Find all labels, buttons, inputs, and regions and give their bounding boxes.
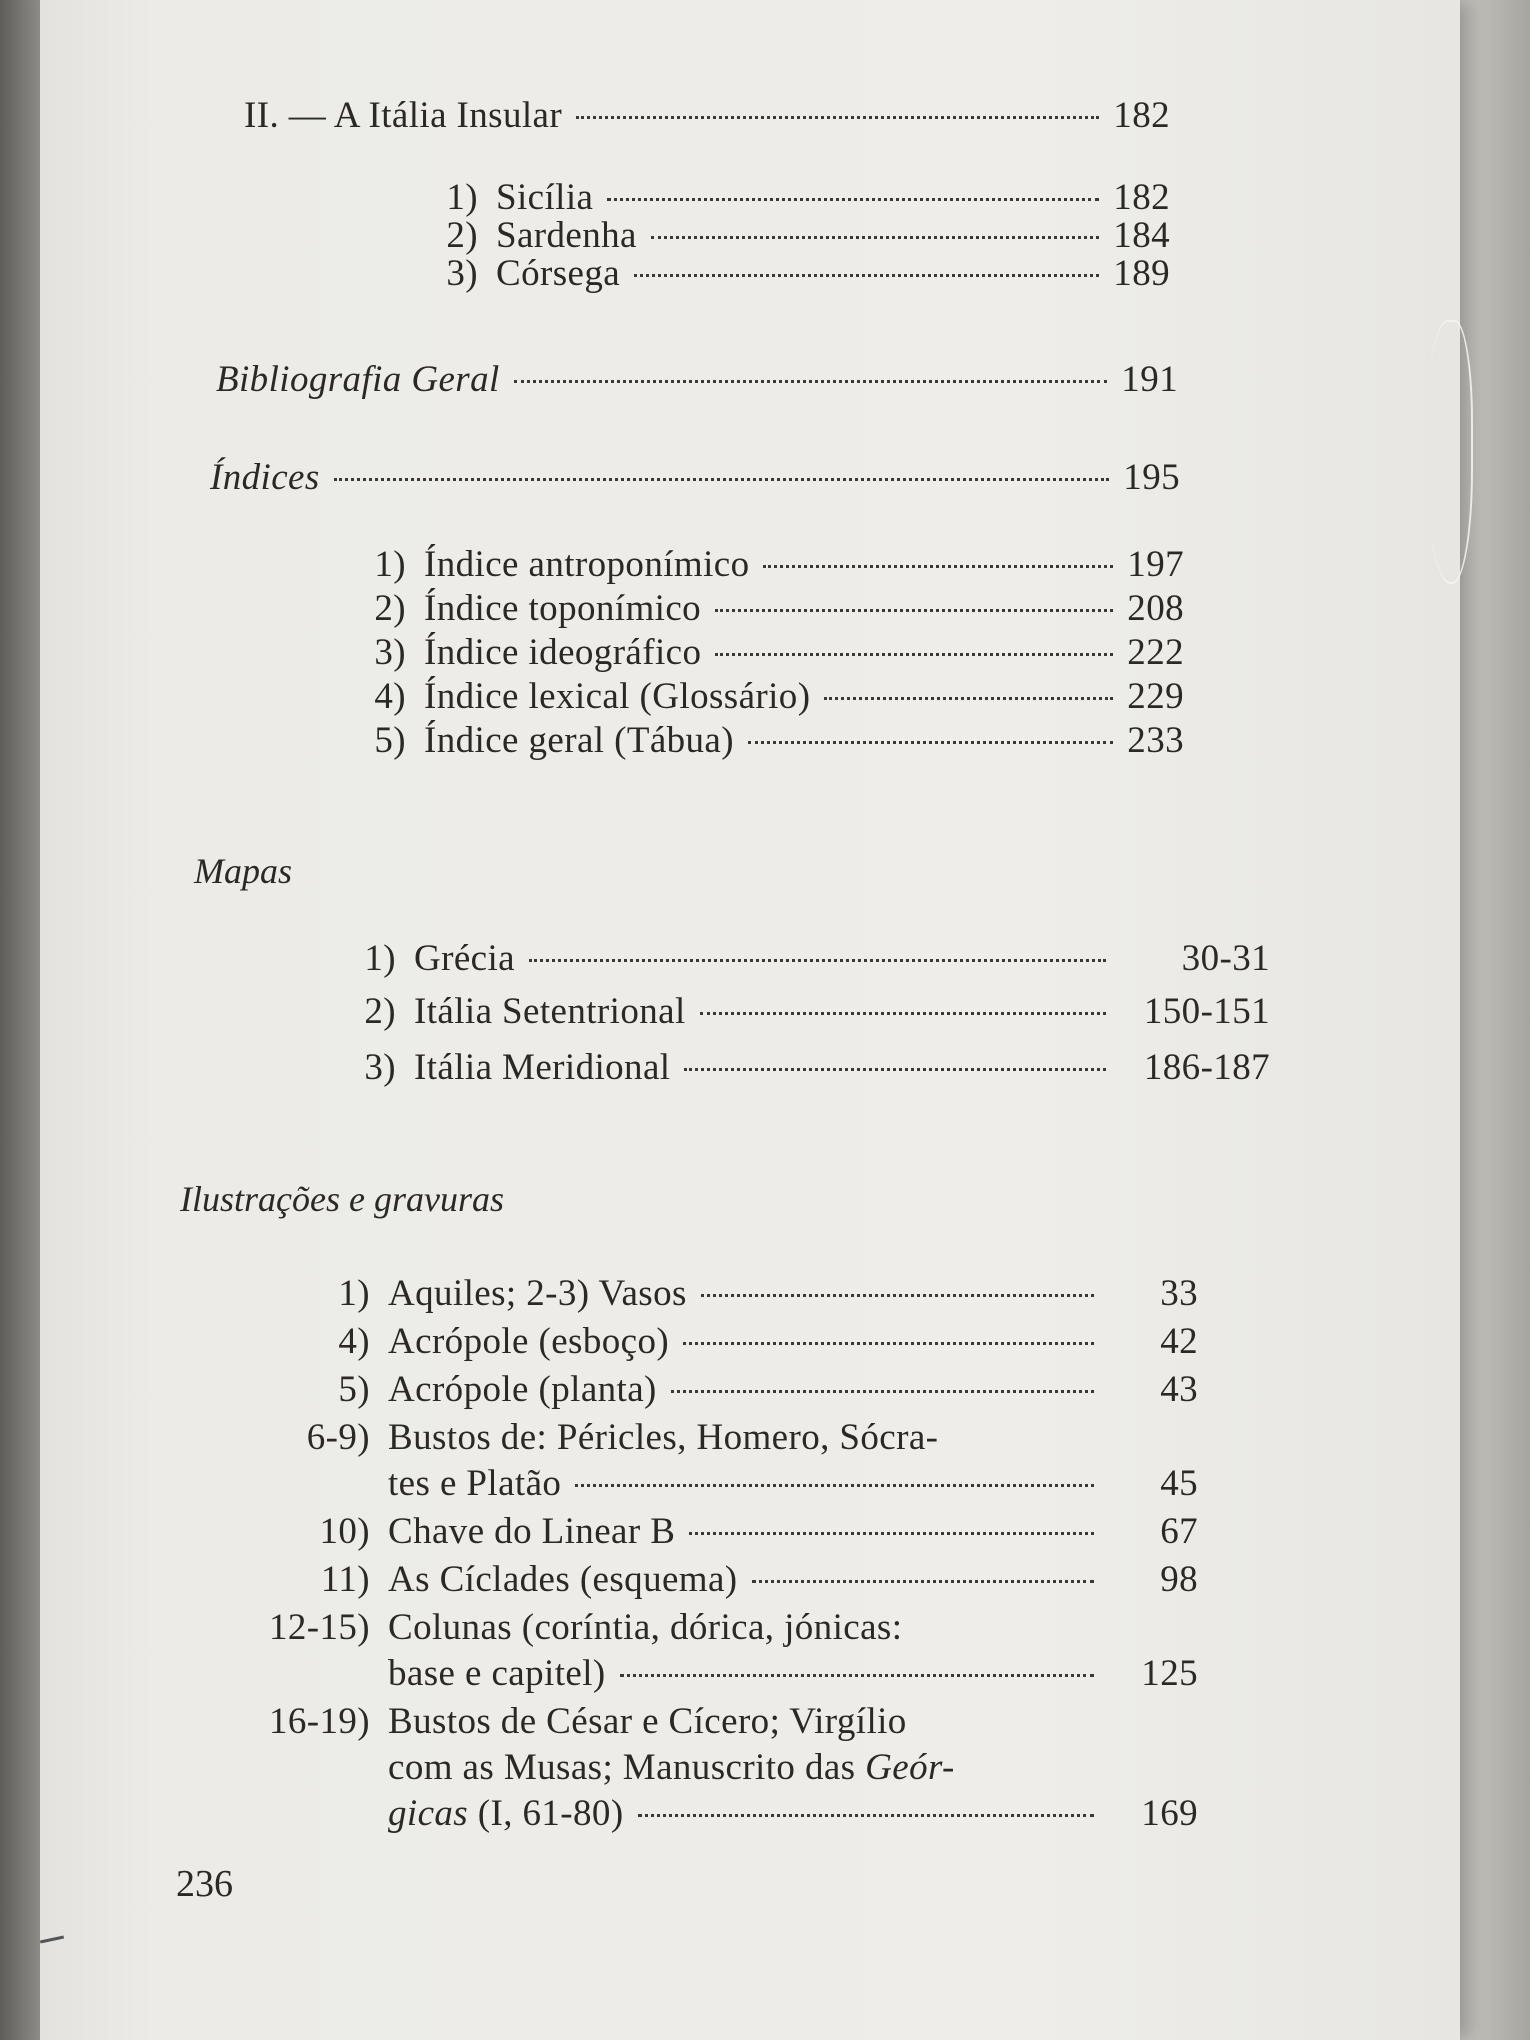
page-edge xyxy=(1455,0,1530,2040)
toc-entry-indice-ideografico xyxy=(318,631,1184,674)
leader-dots xyxy=(607,198,1099,201)
leader-dots xyxy=(763,565,1113,568)
toc-entry-label: Aquiles; 2-3) Vasos xyxy=(388,1273,687,1314)
leader-dots xyxy=(715,653,1113,656)
toc-entry-page: 43 xyxy=(1160,1369,1198,1410)
toc-entry-label: Chave do Linear B xyxy=(388,1511,676,1552)
toc-entry-number: 5) xyxy=(374,720,406,761)
toc-entry-label: As Cíclades (esquema) xyxy=(388,1559,738,1600)
leader-dots xyxy=(651,236,1099,239)
toc-entry-label: Bibliografia Geral xyxy=(216,359,500,400)
toc-entry-page: 150-151 xyxy=(1143,991,1270,1032)
toc-entry-number: 3) xyxy=(446,253,478,294)
toc-entry-label: Índice toponímico xyxy=(424,588,702,629)
toc-entry-illustration-line xyxy=(222,1416,1198,1459)
toc-entry-label: Itália Setentrional xyxy=(414,991,686,1032)
toc-entry-number: 2) xyxy=(446,215,478,256)
toc-entry-sardenha xyxy=(420,214,1170,257)
toc-entry-number: 5) xyxy=(338,1369,370,1410)
leader-dots xyxy=(752,1580,1094,1583)
toc-entry-number: 4) xyxy=(338,1321,370,1362)
toc-entry-illustration xyxy=(222,1792,1198,1835)
toc-entry-page: 195 xyxy=(1123,457,1180,498)
toc-entry-label: Índices xyxy=(210,457,320,498)
toc-entry-illustration xyxy=(222,1462,1198,1505)
toc-entry-illustration-line xyxy=(222,1700,1198,1743)
leader-dots xyxy=(514,380,1108,383)
toc-entry-page: 125 xyxy=(1141,1653,1198,1694)
toc-entry-number: 16-19) xyxy=(268,1701,370,1742)
toc-entry-label: Itália Meridional xyxy=(414,1047,671,1088)
toc-entry-illustration xyxy=(222,1652,1198,1695)
toc-entry-page: 182 xyxy=(1113,95,1170,136)
toc-entry-indices xyxy=(210,456,1180,499)
toc-entry-page: 30-31 xyxy=(1181,938,1270,979)
toc-entry-label: Acrópole (esboço) xyxy=(388,1321,670,1362)
toc-entry-label: Índice geral (Tábua) xyxy=(424,720,734,761)
toc-entry-label-line1: Colunas (coríntia, dórica, jónicas: xyxy=(388,1607,903,1648)
toc-entry-number: 11) xyxy=(320,1559,370,1600)
leader-dots xyxy=(576,116,1099,119)
leader-dots xyxy=(689,1532,1094,1535)
toc-entry-indice-lexical xyxy=(318,675,1184,718)
toc-entry-illustration-line xyxy=(222,1746,1198,1789)
page-number: 236 xyxy=(176,1863,233,1905)
toc-entry-page: 169 xyxy=(1141,1793,1198,1834)
toc-entry-label-line1: Bustos de: Péricles, Homero, Sócra- xyxy=(388,1417,939,1458)
toc-entry-label: Córsega xyxy=(496,253,621,294)
toc-entry-page: 233 xyxy=(1127,720,1184,761)
toc-entry-page: 191 xyxy=(1121,359,1178,400)
section-heading-ilustracoes: Ilustrações e gravuras xyxy=(180,1179,504,1219)
leader-dots xyxy=(684,1068,1106,1071)
toc-entry-italia-insular xyxy=(244,94,1170,137)
label-text: (I, 61-80) xyxy=(468,1793,624,1834)
toc-entry-label: Grécia xyxy=(414,938,515,979)
label-text: com as Musas; Manuscrito das xyxy=(388,1747,866,1788)
toc-entry-label: base e capitel) xyxy=(388,1653,606,1694)
leader-dots xyxy=(620,1674,1094,1677)
toc-entry-page: 197 xyxy=(1127,544,1184,585)
toc-entry-number: 4) xyxy=(374,676,406,717)
toc-entry-number: 6-9) xyxy=(306,1417,370,1458)
toc-entry-map-italia-meridional xyxy=(308,1046,1270,1089)
toc-entry-page: 189 xyxy=(1113,253,1170,294)
toc-entry-page: 229 xyxy=(1127,676,1184,717)
toc-entry-illustration xyxy=(222,1320,1198,1363)
toc-entry-label: tes e Platão xyxy=(388,1463,562,1504)
toc-entry-label: II. — A Itália Insular xyxy=(244,95,563,136)
toc-entry-illustration xyxy=(222,1558,1198,1601)
leader-dots xyxy=(634,274,1099,277)
toc-entry-label-line2 xyxy=(388,1746,955,1789)
toc-entry-page: 45 xyxy=(1160,1463,1198,1504)
toc-entry-page: 208 xyxy=(1127,588,1184,629)
toc-entry-illustration-line xyxy=(222,1606,1198,1649)
toc-entry-number: 3) xyxy=(364,1047,396,1088)
toc-entry-label: Sardenha xyxy=(496,215,637,256)
leader-dots xyxy=(671,1390,1094,1393)
toc-entry-bibliografia xyxy=(216,358,1178,401)
toc-entry-page: 42 xyxy=(1160,1321,1198,1362)
toc-entry-indice-antroponimico xyxy=(318,543,1184,586)
toc-entry-label: Índice antroponímico xyxy=(424,544,750,585)
toc-entry-number: 12-15) xyxy=(268,1607,370,1648)
toc-entry-map-grecia xyxy=(308,937,1270,980)
toc-entry-number: 2) xyxy=(374,588,406,629)
toc-entry-label: Índice lexical (Glossário) xyxy=(424,676,811,717)
toc-entry-page: 98 xyxy=(1160,1559,1198,1600)
toc-entry-label: Sicília xyxy=(496,177,594,218)
binding-thread xyxy=(1425,320,1473,584)
leader-dots xyxy=(529,959,1106,962)
toc-entry-page: 67 xyxy=(1160,1511,1198,1552)
toc-entry-map-italia-setentrional xyxy=(308,990,1270,1033)
toc-entry-illustration xyxy=(222,1272,1198,1315)
toc-entry-indice-toponimico xyxy=(318,587,1184,630)
label-italic-text: gicas xyxy=(388,1793,469,1834)
section-heading-mapas: Mapas xyxy=(194,851,292,891)
toc-entry-label: Índice ideográfico xyxy=(424,632,702,673)
leader-dots xyxy=(715,609,1113,612)
toc-entry-number: 10) xyxy=(319,1511,370,1552)
toc-entry-label-line1: Bustos de César e Cícero; Virgílio xyxy=(388,1701,907,1742)
leader-dots xyxy=(824,697,1113,700)
leader-dots xyxy=(683,1342,1094,1345)
toc-entry-page: 222 xyxy=(1127,632,1184,673)
leader-dots xyxy=(638,1814,1094,1817)
toc-entry-page: 184 xyxy=(1113,215,1170,256)
toc-entry-illustration xyxy=(222,1368,1198,1411)
toc-entry-number: 1) xyxy=(338,1273,370,1314)
toc-entry-page: 33 xyxy=(1160,1273,1198,1314)
label-italic-text: Geór- xyxy=(865,1747,955,1788)
toc-entry-corsega xyxy=(420,252,1170,295)
toc-entry-indice-geral xyxy=(318,719,1184,762)
toc-entry-page: 186-187 xyxy=(1143,1047,1270,1088)
toc-entry-number: 2) xyxy=(364,991,396,1032)
toc-entry-illustration xyxy=(222,1510,1198,1553)
leader-dots xyxy=(575,1484,1094,1487)
leader-dots xyxy=(748,741,1113,744)
leader-dots xyxy=(334,478,1110,481)
toc-entry-page: 182 xyxy=(1113,177,1170,218)
toc-entry-number: 1) xyxy=(446,177,478,218)
leader-dots xyxy=(701,1294,1094,1297)
toc-entry-label xyxy=(388,1792,624,1835)
toc-entry-label: Acrópole (planta) xyxy=(388,1369,657,1410)
toc-entry-sicilia xyxy=(420,176,1170,219)
toc-entry-number: 1) xyxy=(364,938,396,979)
leader-dots xyxy=(700,1012,1106,1015)
toc-entry-number: 1) xyxy=(374,544,406,585)
toc-entry-number: 3) xyxy=(374,632,406,673)
